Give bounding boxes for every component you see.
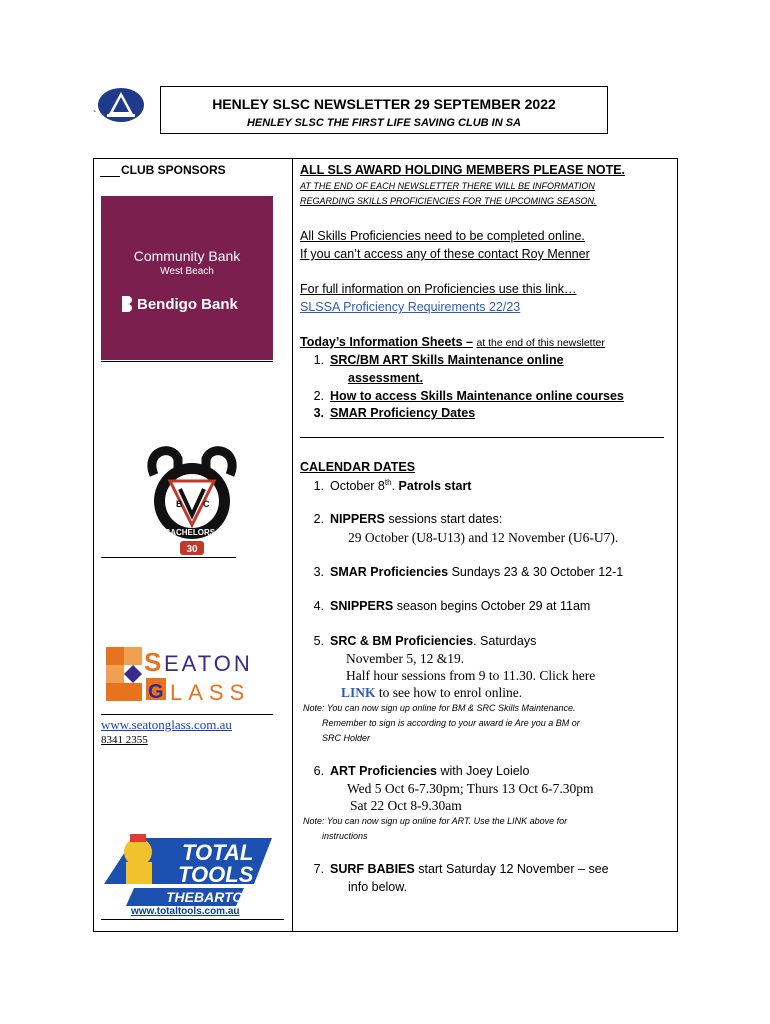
info-sheet-item-1[interactable]: 1. SRC/BM ART Skills Maintenance online (313, 353, 564, 367)
calendar-item-1: 1. October 8th. Patrols start (313, 478, 472, 494)
calendar-heading: CALENDAR DATES (300, 460, 416, 474)
calendar-item-4: 4. SNIPPERS season begins October 29 at 11am (313, 599, 591, 613)
seaton-glass-phone: 8341 2355 (101, 734, 148, 746)
calendar-item-3: 3. SMAR Proficiencies Sundays 23 & 30 October 12-1 (313, 565, 624, 579)
calendar-item-2: 2. NIPPERS sessions start dates: (313, 512, 503, 526)
bachelors-letter-b: B (176, 499, 183, 509)
newsletter-subtitle: HENLEY SLSC THE FIRST LIFE SAVING CLUB IN SA (246, 117, 521, 129)
online-requirement: All Skills Proficiencies need to be completed online. (300, 229, 585, 243)
note-art-1: Note: You can now sign up online for ART. Use the LINK above for (303, 816, 568, 826)
seaton-glass-logo (106, 645, 261, 707)
glass-word: LASS (170, 680, 251, 705)
calendar-item-5: 5. SRC & BM Proficiencies. Saturdays (313, 634, 537, 648)
henley-slsc-logo (97, 87, 145, 123)
enrol-link[interactable]: LINK (341, 685, 376, 700)
section-divider (300, 437, 664, 438)
newsletter-header (160, 86, 608, 134)
slssa-proficiency-link[interactable]: SLSSA Proficiency Requirements 22/23 (300, 300, 521, 314)
note-bm-src-2: Remember to sign is according to your award ie Are you a BM or (322, 718, 580, 728)
bachelors-30-badge: 30 (186, 544, 198, 555)
community-bank-label: Community Bank (133, 248, 241, 264)
total-word: TOTAL (182, 840, 254, 865)
community-bank-ad (101, 196, 273, 360)
calendar-item-6-sat: Sat 22 Oct 8-9.30am (350, 798, 462, 813)
sponsor-separator (101, 361, 273, 362)
newsletter-title: HENLEY SLSC NEWSLETTER 29 SEPTEMBER 2022 (212, 96, 556, 112)
info-sheets-heading: Today’s Information Sheets – at the end of this newsletter (300, 335, 605, 349)
calendar-item-2-dates: 29 October (U8-U13) and 12 November (U6-U7). (348, 530, 619, 545)
bendigo-bank-label: Bendigo Bank (137, 296, 238, 313)
note-bm-src-1: Note: You can now sign up online for BM & SRC Skills Maintenance. (303, 703, 576, 713)
calendar-item-7: 7. SURF BABIES start Saturday 12 November – see (313, 862, 609, 876)
glass-g: G (148, 681, 164, 703)
notice-italic-2: REGARDING SKILLS PROFICIENCIES FOR THE UPCOMING SEASON. (300, 196, 597, 206)
calendar-item-6: 6. ART Proficiencies with Joey Loielo (313, 764, 530, 778)
calendar-item-6-times: Wed 5 Oct 6-7.30pm; Thurs 13 Oct 6-7.30pm (347, 781, 594, 796)
notice-italic-1: AT THE END OF EACH NEWSLETTER THERE WILL BE INFORMATION (300, 181, 595, 191)
sponsor-separator (101, 557, 236, 558)
calendar-item-7-cont: info below. (348, 880, 408, 894)
info-sheet-item-1-cont[interactable]: assessment. (348, 371, 424, 385)
total-tools-link[interactable]: www.totaltools.com.au (131, 906, 240, 917)
contact-roy: If you can’t access any of these contact Roy Menner (300, 247, 590, 261)
sponsor-separator (101, 714, 273, 715)
total-tools-logo (104, 828, 274, 908)
note-bm-src-3: SRC Holder (322, 733, 371, 743)
calendar-item-5-link-line: LINK to see how to enrol online. (341, 685, 523, 700)
bachelors-club-name: 1913 BACHELORS CLUB (144, 528, 240, 537)
sponsor-separator (101, 919, 284, 920)
note-art-2: instructions (322, 831, 368, 841)
stray-mark: ` (93, 110, 97, 121)
bachelors-letter-c: C (203, 499, 210, 509)
bachelors-club-logo (144, 445, 240, 557)
west-beach-label: West Beach (160, 266, 214, 277)
info-sheet-item-2[interactable]: 2. How to access Skills Maintenance online courses (313, 389, 624, 403)
seaton-s: S (144, 647, 162, 677)
bendigo-logo-icon (120, 294, 134, 314)
info-sheet-item-3[interactable]: 3. SMAR Proficiency Dates (313, 406, 476, 420)
notice-heading: ALL SLS AWARD HOLDING MEMBERS PLEASE NOTE. (300, 163, 626, 177)
column-divider (292, 158, 293, 932)
calendar-item-5-sessions: Half hour sessions from 9 to 11.30. Click here (346, 668, 596, 683)
calendar-item-5-dates: November 5, 12 &19. (346, 651, 465, 666)
seaton-glass-link[interactable]: www.seatonglass.com.au (101, 717, 232, 732)
full-info-text: For full information on Proficiencies use this link… (300, 282, 577, 296)
tools-word: TOOLS (178, 862, 254, 887)
seaton-word: EATON (164, 651, 253, 676)
thebarton-word: THEBARTON (166, 889, 254, 905)
club-sponsors-heading: CLUB SPONSORS (100, 163, 290, 177)
heading-underline (100, 164, 120, 177)
